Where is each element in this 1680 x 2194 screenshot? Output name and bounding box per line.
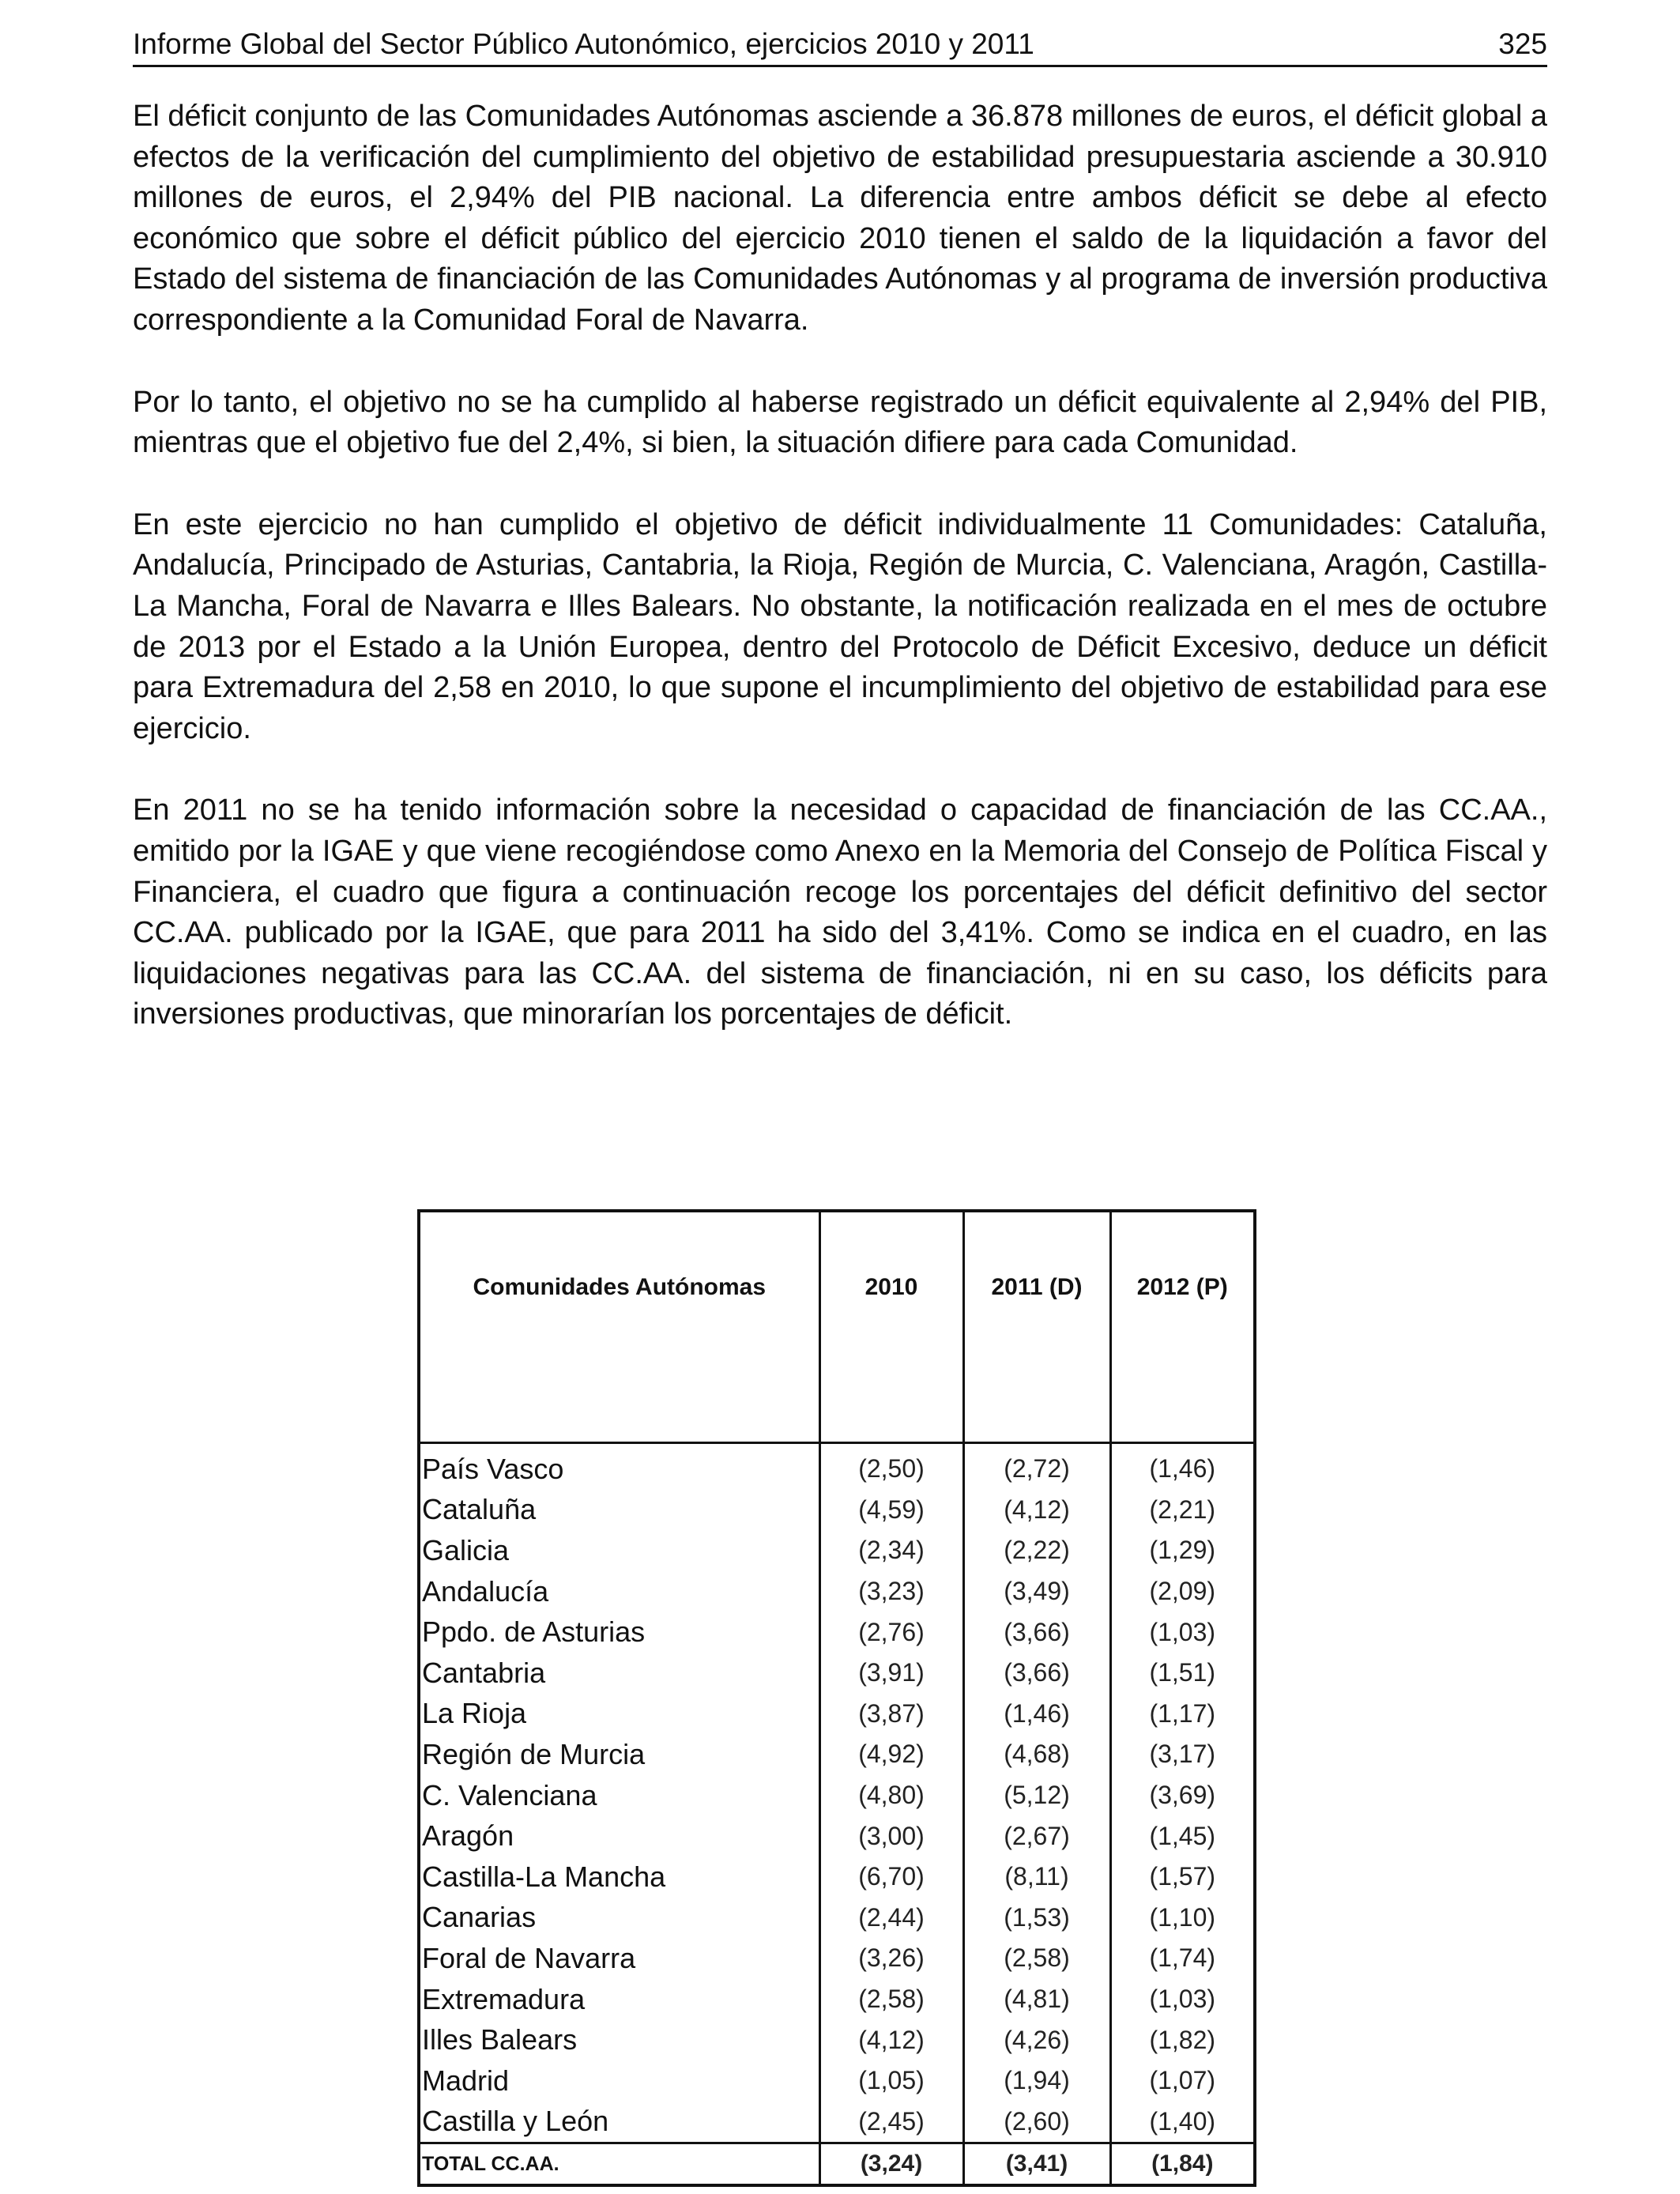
value-2012: (2,09) xyxy=(1149,1577,1216,1606)
community-name: País Vasco xyxy=(419,1443,819,1490)
value-2012: (3,17) xyxy=(1149,1740,1216,1769)
value-2010: (4,59) xyxy=(819,1490,963,1531)
value-2010: (2,44) xyxy=(819,1898,963,1939)
value-2012: (1,10) xyxy=(1149,1902,1216,1932)
header-2011: 2011 (D) xyxy=(963,1211,1110,1443)
body-text xyxy=(133,96,1547,1035)
header-2012: 2012 (P) xyxy=(1110,1211,1255,1443)
table-row xyxy=(419,1938,1255,1979)
value-2010: (1,05) xyxy=(819,2060,963,2102)
community-name: Madrid xyxy=(419,2060,819,2102)
value-2011: (2,22) xyxy=(963,1530,1110,1571)
table-body xyxy=(419,1443,1255,2186)
value-2011: (8,11) xyxy=(963,1857,1110,1898)
community-name: Galicia xyxy=(419,1530,819,1571)
value-2010: (4,12) xyxy=(819,2019,963,2060)
value-2010: (4,80) xyxy=(819,1775,963,1816)
value-2012: (1,03) xyxy=(1149,1617,1216,1646)
table-header-row xyxy=(419,1211,1255,1443)
header-communities: Comunidades Autónomas xyxy=(419,1211,819,1443)
value-2011: (2,60) xyxy=(963,2102,1110,2143)
value-2012: (3,69) xyxy=(1149,1781,1216,1810)
value-2011: (4,12) xyxy=(963,1490,1110,1531)
community-name: La Rioja xyxy=(419,1694,819,1735)
community-name: Canarias xyxy=(419,1898,819,1939)
table-row xyxy=(419,2060,1255,2102)
page-number: 325 xyxy=(1498,28,1547,60)
value-2012: (2,21) xyxy=(1149,1495,1216,1524)
table-row xyxy=(419,1443,1255,1490)
community-name: Aragón xyxy=(419,1815,819,1857)
value-2011: (4,81) xyxy=(963,1979,1110,2020)
community-name: Extremadura xyxy=(419,1979,819,2020)
table-row xyxy=(419,1571,1255,1612)
community-name: Illes Balears xyxy=(419,2019,819,2060)
table-row xyxy=(419,1612,1255,1653)
value-2011: (2,72) xyxy=(963,1443,1110,1490)
paragraph: En este ejercicio no han cumplido el objetivo de déficit individualmente 11 Comunidades: Cataluña, Andalucía, Principado de Asturias, Cantabria, la Rioja, Región de Murcia, C. Valenciana, Aragón, Castilla-La Mancha, Foral de Navarra e Illes Balears. No obstante, la notificación realizada en el mes de octubre de 2013 por el Estado a la Unión Europea, dentro del Protocolo de Déficit Excesivo, deduce un déficit para Extremadura del 2,58 en 2010, lo que supone el incumplimiento del objetivo de estabilidad para ese ejercicio. xyxy=(133,507,1547,745)
value-2010: (6,70) xyxy=(819,1857,963,1898)
paragraph: En 2011 no se ha tenido información sobre la necesidad o capacidad de financiación de las CC.AA., emitido por la IGAE y que viene recogiéndose como Anexo en la Memoria del Consejo de Política Fiscal y Financiera, el cuadro que figura a continuación recoge los porcentajes del déficit definitivo del sector CC.AA. publicado por la IGAE, que para 2011 ha sido del 3,41%. Como se indica en el cuadro, en las liquidaciones negativas para las CC.AA. del sistema de financiación, ni en su caso, los déficits para inversiones productivas, que minorarían los porcentajes de déficit. xyxy=(133,794,1547,1031)
value-2010: (3,00) xyxy=(819,1815,963,1857)
value-2011: (1,94) xyxy=(963,2060,1110,2102)
value-2011: (3,66) xyxy=(963,1653,1110,1694)
value-2011: (5,12) xyxy=(963,1775,1110,1816)
table-row xyxy=(419,1898,1255,1939)
value-2012: (1,40) xyxy=(1149,2106,1216,2136)
value-2010: (2,45) xyxy=(819,2102,963,2143)
value-2011: (2,67) xyxy=(963,1815,1110,1857)
value-2011: (4,68) xyxy=(963,1734,1110,1775)
community-name: Castilla y León xyxy=(419,2102,819,2143)
header-2010: 2010 xyxy=(819,1211,963,1443)
value-2012: (1,82) xyxy=(1149,2025,1216,2054)
table-row xyxy=(419,1815,1255,1857)
value-2010: (3,26) xyxy=(819,1938,963,1979)
total-2011: (3,41) xyxy=(963,2143,1110,2186)
table-row xyxy=(419,1530,1255,1571)
community-name: Región de Murcia xyxy=(419,1734,819,1775)
total-2010: (3,24) xyxy=(819,2143,963,2186)
table-row xyxy=(419,1979,1255,2020)
value-2010: (3,87) xyxy=(819,1694,963,1735)
table-total-row xyxy=(419,2143,1255,2186)
table-row xyxy=(419,1775,1255,1816)
paragraph: Por lo tanto, el objetivo no se ha cumplido al haberse registrado un déficit equivalente al 2,94% del PIB, mientras que el objetivo fue del 2,4%, si bien, la situación difiere para cada Comunidad. xyxy=(133,385,1547,460)
table-row xyxy=(419,1653,1255,1694)
value-2010: (3,91) xyxy=(819,1653,963,1694)
table-row xyxy=(419,1694,1255,1735)
value-2012: (1,46) xyxy=(1149,1454,1216,1483)
value-2010: (2,34) xyxy=(819,1530,963,1571)
community-name: Andalucía xyxy=(419,1571,819,1612)
table-row xyxy=(419,1857,1255,1898)
value-2012: (1,57) xyxy=(1149,1862,1216,1891)
community-name: Ppdo. de Asturias xyxy=(419,1612,819,1653)
paragraph: El déficit conjunto de las Comunidades Autónomas asciende a 36.878 millones de euros, el déficit global a efectos de la verificación del cumplimiento del objetivo de estabilidad presupuestaria asciende a 30.910 millones de euros, el 2,94% del PIB nacional. La diferencia entre ambos déficit se debe al efecto económico que sobre el déficit público del ejercicio 2010 tienen el saldo de la liquidación a favor del Estado del sistema de financiación de las Comunidades Autónomas y al programa de inversión productiva correspondiente a la Comunidad Foral de Navarra. xyxy=(133,100,1547,337)
community-name: C. Valenciana xyxy=(419,1775,819,1816)
value-2012: (1,17) xyxy=(1149,1698,1216,1728)
community-name: Foral de Navarra xyxy=(419,1938,819,1979)
page-header xyxy=(133,21,1547,67)
value-2010: (3,23) xyxy=(819,1571,963,1612)
value-2010: (2,58) xyxy=(819,1979,963,2020)
value-2010: (2,76) xyxy=(819,1612,963,1653)
total-label: TOTAL CC.AA. xyxy=(419,2143,819,2186)
total-2012: (1,84) xyxy=(1110,2143,1255,2186)
value-2011: (4,26) xyxy=(963,2019,1110,2060)
value-2012: (1,45) xyxy=(1149,1821,1216,1850)
value-2011: (3,49) xyxy=(963,1571,1110,1612)
value-2011: (1,53) xyxy=(963,1898,1110,1939)
header-title: Informe Global del Sector Público Autonómico, ejercicios 2010 y 2011 xyxy=(133,28,1034,60)
table-row xyxy=(419,2102,1255,2143)
value-2012: (1,03) xyxy=(1149,1985,1216,2014)
value-2012: (1,74) xyxy=(1149,1943,1216,1973)
value-2012: (1,51) xyxy=(1149,1658,1216,1687)
table-row xyxy=(419,1490,1255,1531)
table-row xyxy=(419,2019,1255,2060)
value-2010: (2,50) xyxy=(819,1443,963,1490)
community-name: Castilla-La Mancha xyxy=(419,1857,819,1898)
value-2010: (4,92) xyxy=(819,1734,963,1775)
value-2011: (2,58) xyxy=(963,1938,1110,1979)
community-name: Cantabria xyxy=(419,1653,819,1694)
deficit-table xyxy=(417,1209,1256,2187)
value-2012: (1,07) xyxy=(1149,2066,1216,2095)
community-name: Cataluña xyxy=(419,1490,819,1531)
value-2012: (1,29) xyxy=(1149,1536,1216,1565)
value-2011: (1,46) xyxy=(963,1694,1110,1735)
table-row xyxy=(419,1734,1255,1775)
value-2011: (3,66) xyxy=(963,1612,1110,1653)
